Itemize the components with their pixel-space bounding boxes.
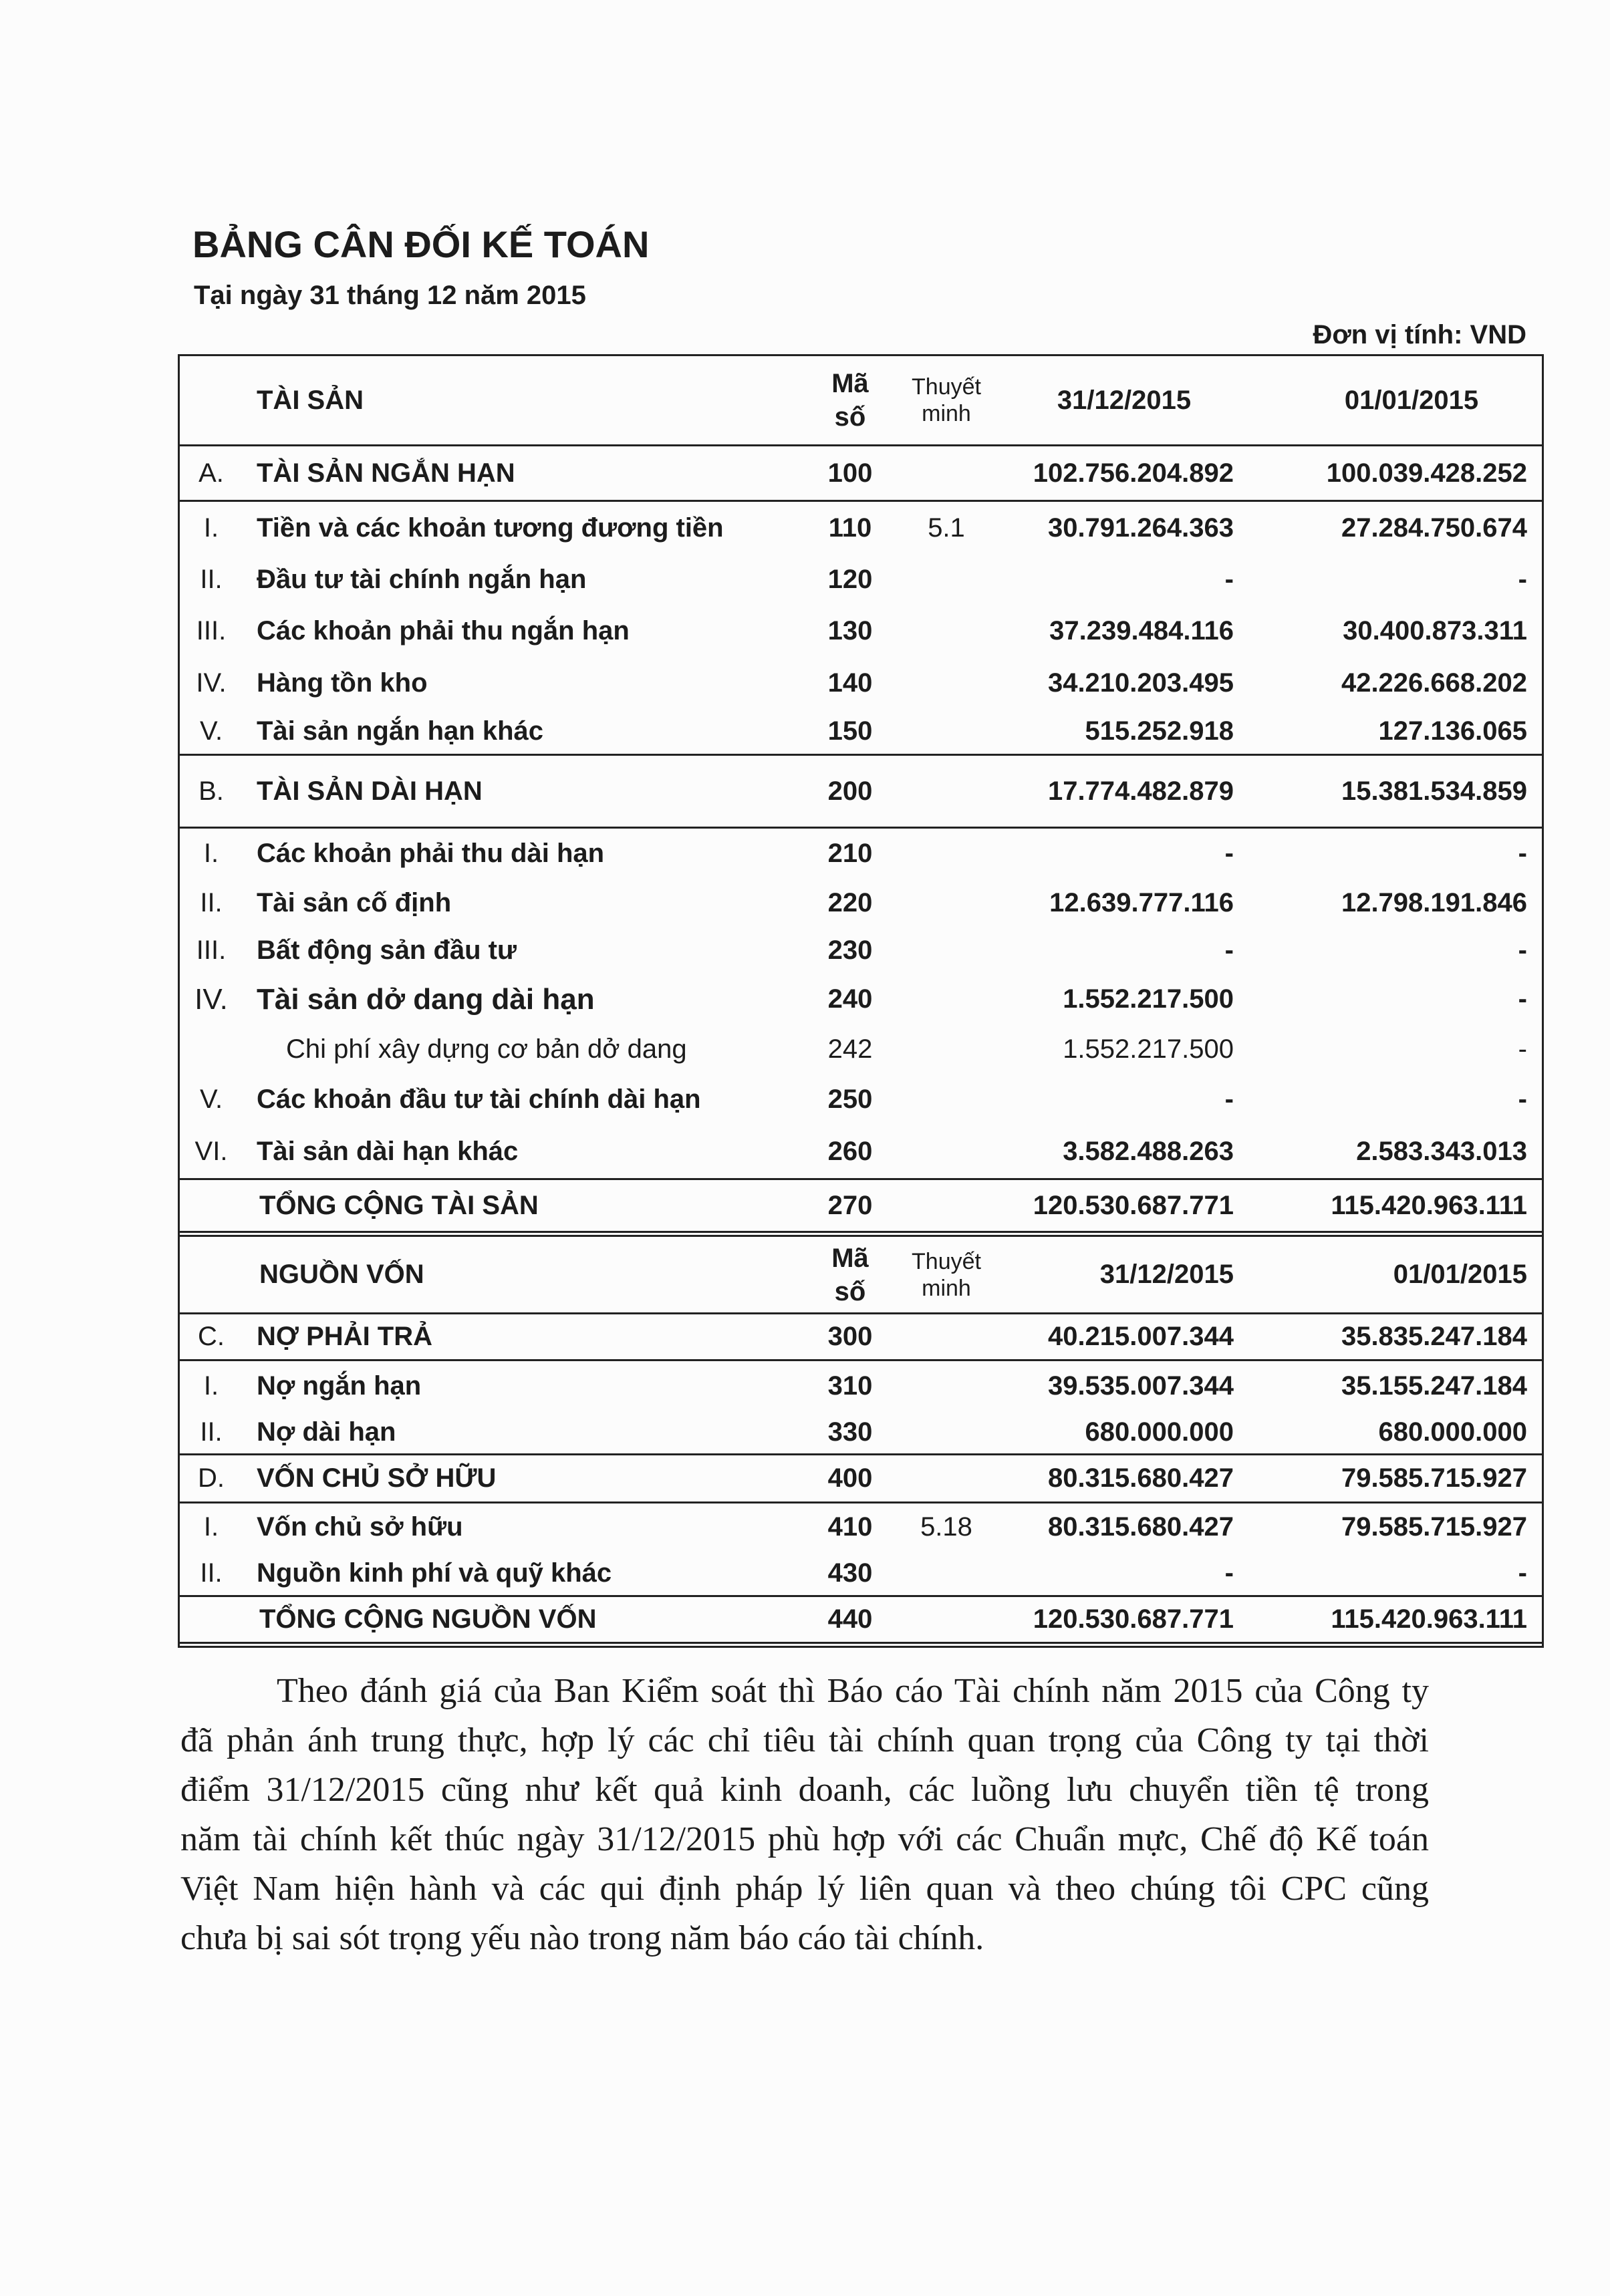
header-code-line: Mã bbox=[831, 1243, 869, 1273]
row-code: 200 bbox=[827, 776, 873, 806]
row-label: Các khoản phải thu ngắn hạn bbox=[257, 615, 630, 645]
header-note-line: Thuyết bbox=[912, 374, 981, 400]
row-label: TỔNG CỘNG NGUỒN VỐN bbox=[259, 1604, 597, 1634]
row-number: III. bbox=[196, 615, 227, 645]
header-note bbox=[906, 1237, 986, 1312]
paragraph-line: Việt Nam hiện hành và các qui định pháp lý liên quan và theo chúng tôi CPC cũng bbox=[180, 1870, 1429, 1908]
assets-total-row bbox=[180, 1180, 1542, 1237]
row-number: V. bbox=[199, 1085, 223, 1114]
row-code: 270 bbox=[827, 1190, 873, 1220]
row-label: Nợ dài hạn bbox=[257, 1417, 396, 1447]
header-label: TÀI SẢN bbox=[257, 385, 364, 415]
table-row bbox=[180, 1551, 1542, 1597]
row-value-end: 515.252.918 bbox=[1085, 716, 1234, 746]
row-label: Tiền và các khoản tương đương tiền bbox=[257, 513, 724, 543]
paragraph-line: đã phản ánh trung thực, hợp lý các chỉ tiêu tài chính quan trọng của Công ty tại thời bbox=[180, 1721, 1429, 1759]
row-label: TỔNG CỘNG TÀI SẢN bbox=[259, 1190, 539, 1220]
row-label: TÀI SẢN NGẮN HẠN bbox=[257, 458, 515, 488]
header-code bbox=[817, 356, 884, 444]
row-code: 110 bbox=[828, 513, 872, 543]
row-label: Nợ ngắn hạn bbox=[257, 1371, 422, 1401]
sources-header-row bbox=[180, 1237, 1542, 1314]
table-row bbox=[180, 554, 1542, 605]
row-value-end: 40.215.007.344 bbox=[1047, 1322, 1234, 1351]
row-value-start: - bbox=[1518, 984, 1527, 1014]
row-value-end: 80.315.680.427 bbox=[1047, 1463, 1234, 1493]
table-row bbox=[180, 1314, 1542, 1361]
row-number: I. bbox=[203, 1512, 219, 1542]
row-label: VỐN CHỦ SỞ HỮU bbox=[257, 1463, 497, 1493]
currency-unit-label: Đơn vị tính: VND bbox=[1313, 320, 1526, 349]
row-code: 400 bbox=[827, 1463, 873, 1493]
row-value-start: 79.585.715.927 bbox=[1341, 1463, 1527, 1493]
row-number: II. bbox=[200, 1558, 223, 1588]
row-code: 440 bbox=[827, 1604, 873, 1634]
row-value-start: 12.798.191.846 bbox=[1341, 887, 1527, 917]
table-row bbox=[180, 879, 1542, 927]
row-number: IV. bbox=[194, 982, 228, 1016]
table-row bbox=[180, 605, 1542, 657]
row-code: 220 bbox=[827, 887, 873, 917]
row-value-start: 79.585.715.927 bbox=[1341, 1512, 1527, 1542]
row-value-start: 30.400.873.311 bbox=[1343, 615, 1527, 645]
table-row bbox=[180, 1125, 1542, 1180]
row-value-start: - bbox=[1518, 936, 1527, 965]
row-value-start: 680.000.000 bbox=[1378, 1417, 1527, 1447]
row-value-end: 17.774.482.879 bbox=[1047, 776, 1234, 806]
table-row bbox=[180, 1411, 1542, 1455]
row-code: 140 bbox=[827, 668, 873, 698]
page-subtitle: Tại ngày 31 tháng 12 năm 2015 bbox=[194, 281, 586, 310]
table-row bbox=[180, 502, 1542, 554]
row-note: 5.1 bbox=[928, 513, 965, 543]
table-row bbox=[180, 1361, 1542, 1411]
row-label: Tài sản dài hạn khác bbox=[257, 1136, 519, 1166]
table-row bbox=[180, 657, 1542, 709]
row-label: Tài sản dở dang dài hạn bbox=[257, 982, 595, 1016]
page-title: BẢNG CÂN ĐỐI KẾ TOÁN bbox=[192, 223, 650, 265]
table-row bbox=[180, 446, 1542, 502]
row-value-end: - bbox=[1224, 839, 1234, 868]
row-label: Các khoản phải thu dài hạn bbox=[257, 839, 605, 868]
table-row bbox=[180, 1024, 1542, 1074]
row-value-end: 120.530.687.771 bbox=[1033, 1190, 1234, 1220]
row-number: VI. bbox=[194, 1136, 228, 1166]
table-row bbox=[180, 927, 1542, 974]
row-value-start: 115.420.963.111 bbox=[1331, 1190, 1527, 1220]
row-value-end: - bbox=[1224, 936, 1234, 965]
row-value-start: - bbox=[1518, 1085, 1527, 1114]
header-note-line: minh bbox=[922, 401, 971, 426]
row-number: II. bbox=[200, 887, 223, 917]
row-value-end: 39.535.007.344 bbox=[1047, 1371, 1234, 1401]
table-row bbox=[180, 829, 1542, 879]
row-number: I. bbox=[203, 1371, 219, 1401]
row-code: 260 bbox=[827, 1136, 873, 1166]
row-code: 210 bbox=[827, 839, 873, 868]
row-label: TÀI SẢN DÀI HẠN bbox=[257, 776, 483, 806]
header-code-line: Mã bbox=[831, 369, 869, 398]
row-code: 100 bbox=[827, 458, 873, 488]
paragraph-line: điểm 31/12/2015 cũng như kết quả kinh doanh, các luồng lưu chuyển tiền tệ trong bbox=[180, 1771, 1429, 1809]
row-value-end: 1.552.217.500 bbox=[1063, 984, 1234, 1014]
row-code: 430 bbox=[827, 1558, 873, 1588]
paragraph-line: Theo đánh giá của Ban Kiểm soát thì Báo cáo Tài chính năm 2015 của Công ty bbox=[277, 1672, 1429, 1710]
header-note-line: Thuyết bbox=[912, 1248, 981, 1274]
row-value-end: 37.239.484.116 bbox=[1049, 615, 1234, 645]
row-label: Tài sản ngắn hạn khác bbox=[257, 716, 544, 746]
row-value-end: - bbox=[1224, 1558, 1234, 1588]
row-value-end: - bbox=[1224, 564, 1234, 594]
row-number: C. bbox=[198, 1322, 225, 1351]
paragraph-line: chưa bị sai sót trọng yếu nào trong năm báo cáo tài chính. bbox=[180, 1919, 984, 1957]
row-number: III. bbox=[196, 936, 227, 965]
row-code: 240 bbox=[827, 984, 873, 1014]
row-label: Nguồn kinh phí và quỹ khác bbox=[257, 1558, 612, 1588]
row-value-start: - bbox=[1518, 1558, 1527, 1588]
balance-sheet-table bbox=[178, 354, 1544, 1648]
row-number: IV. bbox=[196, 668, 227, 698]
row-value-end: - bbox=[1224, 1085, 1234, 1114]
row-code: 230 bbox=[827, 936, 873, 965]
row-label: Vốn chủ sở hữu bbox=[257, 1512, 463, 1542]
row-label: Đầu tư tài chính ngắn hạn bbox=[257, 564, 587, 594]
row-value-end: 1.552.217.500 bbox=[1063, 1034, 1234, 1064]
table-row bbox=[180, 1074, 1542, 1125]
header-code-line: số bbox=[834, 1276, 866, 1306]
row-value-start: 100.039.428.252 bbox=[1326, 458, 1527, 488]
table-row bbox=[180, 974, 1542, 1024]
row-code: 250 bbox=[827, 1085, 873, 1114]
table-row bbox=[180, 756, 1542, 829]
header-code bbox=[817, 1237, 884, 1312]
row-code: 300 bbox=[827, 1322, 873, 1351]
header-date-start: 01/01/2015 bbox=[1344, 385, 1479, 415]
row-code: 410 bbox=[827, 1512, 873, 1542]
row-number: I. bbox=[203, 513, 219, 543]
row-value-end: 30.791.264.363 bbox=[1047, 513, 1234, 543]
row-value-end: 12.639.777.116 bbox=[1049, 887, 1234, 917]
row-note: 5.18 bbox=[920, 1512, 972, 1542]
row-value-start: - bbox=[1518, 564, 1527, 594]
row-value-start: - bbox=[1518, 1034, 1527, 1064]
header-date-end: 31/12/2015 bbox=[1099, 1260, 1234, 1289]
row-value-start: 127.136.065 bbox=[1378, 716, 1527, 746]
row-code: 150 bbox=[827, 716, 873, 746]
row-number: I. bbox=[203, 839, 219, 868]
row-value-start: - bbox=[1518, 839, 1527, 868]
row-code: 310 bbox=[827, 1371, 873, 1401]
paragraph-line: năm tài chính kết thúc ngày 31/12/2015 phù hợp với các Chuẩn mực, Chế độ Kế toán bbox=[180, 1820, 1429, 1858]
row-value-end: 680.000.000 bbox=[1085, 1417, 1234, 1447]
row-value-start: 42.226.668.202 bbox=[1341, 668, 1527, 698]
row-label: Chi phí xây dựng cơ bản dở dang bbox=[286, 1034, 687, 1064]
row-code: 242 bbox=[827, 1034, 873, 1064]
table-row bbox=[180, 1503, 1542, 1551]
row-value-end: 102.756.204.892 bbox=[1033, 458, 1234, 488]
sources-total-row bbox=[180, 1597, 1542, 1648]
row-number: A. bbox=[198, 458, 224, 488]
header-date-end: 31/12/2015 bbox=[1057, 385, 1192, 415]
row-code: 330 bbox=[827, 1417, 873, 1447]
row-value-start: 35.835.247.184 bbox=[1341, 1322, 1527, 1351]
row-value-start: 2.583.343.013 bbox=[1356, 1136, 1527, 1166]
row-value-end: 34.210.203.495 bbox=[1047, 668, 1234, 698]
row-number: V. bbox=[199, 716, 223, 746]
row-number: II. bbox=[200, 1417, 223, 1447]
row-value-start: 15.381.534.859 bbox=[1341, 776, 1527, 806]
row-code: 120 bbox=[827, 564, 873, 594]
row-value-end: 3.582.488.263 bbox=[1063, 1136, 1234, 1166]
header-code-line: số bbox=[834, 402, 866, 432]
header-label: NGUỒN VỐN bbox=[259, 1260, 424, 1289]
row-code: 130 bbox=[827, 615, 873, 645]
row-value-start: 27.284.750.674 bbox=[1341, 513, 1527, 543]
table-row bbox=[180, 709, 1542, 756]
row-label: Tài sản cố định bbox=[257, 887, 452, 917]
table-row bbox=[180, 1455, 1542, 1503]
row-label: Hàng tồn kho bbox=[257, 668, 428, 698]
row-value-start: 115.420.963.111 bbox=[1331, 1604, 1527, 1634]
header-note-line: minh bbox=[922, 1275, 971, 1301]
row-value-start: 35.155.247.184 bbox=[1341, 1371, 1527, 1401]
audit-opinion-paragraph bbox=[180, 1667, 1429, 1963]
assets-header-row bbox=[180, 356, 1542, 446]
row-value-end: 80.315.680.427 bbox=[1047, 1512, 1234, 1542]
row-label: Các khoản đầu tư tài chính dài hạn bbox=[257, 1085, 701, 1114]
row-number: B. bbox=[198, 776, 224, 806]
row-label: Bất động sản đầu tư bbox=[257, 936, 517, 965]
header-note bbox=[906, 356, 986, 444]
row-number: II. bbox=[200, 564, 223, 594]
row-value-end: 120.530.687.771 bbox=[1033, 1604, 1234, 1634]
row-number: D. bbox=[198, 1463, 225, 1493]
row-label: NỢ PHẢI TRẢ bbox=[257, 1322, 433, 1351]
header-date-start: 01/01/2015 bbox=[1393, 1260, 1527, 1289]
